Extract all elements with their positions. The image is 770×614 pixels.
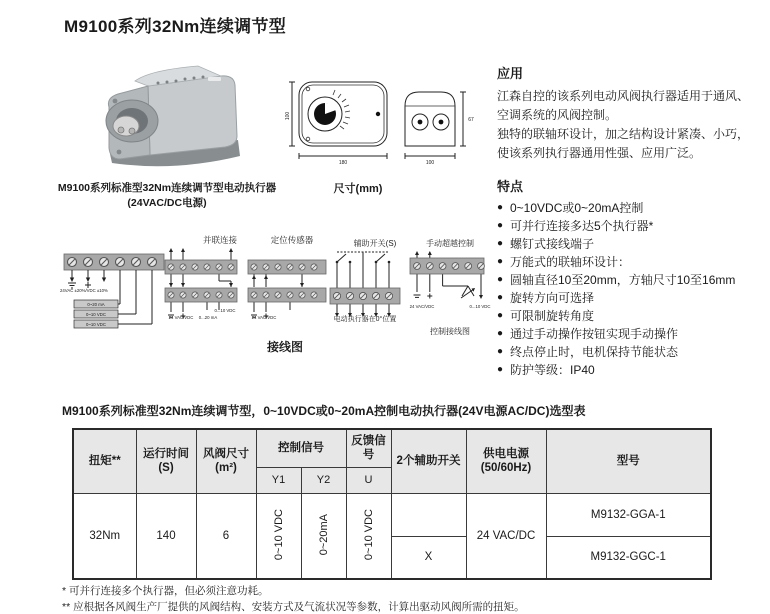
selection-table-title: M9100系列标准型32Nm连续调节型，0~10VDC或0~20mA控制电动执行器(24V电源AC/DC)选型表 xyxy=(62,404,586,418)
cell-aux-row1 xyxy=(391,493,466,536)
features-heading: 特点 xyxy=(497,179,524,194)
wiring-d1-box3-label: 0~10 VDC xyxy=(86,321,106,327)
cell-model-row2: M9132-GGC-1 xyxy=(546,536,711,579)
wiring-d2-sig2-label: 0...10 VDC xyxy=(214,308,236,313)
wiring-d1-box2-label: 0~10 VDC xyxy=(86,311,106,317)
feature-text: 防护等级：IP40 xyxy=(510,363,595,377)
cell-model-row1: M9132-GGA-1 xyxy=(546,493,711,536)
feature-text: 可并行连接多达5个执行器* xyxy=(510,219,654,233)
front-width-dim xyxy=(299,153,387,166)
cell-damper-size: 6 xyxy=(196,493,256,579)
bullet-icon xyxy=(497,235,510,253)
wiring-caption: 接线图 xyxy=(266,340,303,354)
dim-side-height: 67 xyxy=(468,117,474,123)
wiring-diagram-sensor xyxy=(246,244,328,344)
cell-y1: 0~10 VDC xyxy=(256,493,301,579)
bullet-icon xyxy=(497,271,510,289)
col-header-aux-switch: 2个辅助开关 xyxy=(391,429,466,493)
wiring-label-aux: 辅助开关(S) xyxy=(353,239,397,248)
bullet-icon xyxy=(497,361,510,379)
page-title: M9100系列32Nm连续调节型 xyxy=(64,17,287,36)
wiring-d2-sig1-label: 0...20 mA xyxy=(198,315,218,320)
wiring-d2-power-label: 24 VAC/VDC xyxy=(168,315,194,320)
wiring-label-manual: 手动超越控制 xyxy=(426,239,474,248)
feature-item xyxy=(497,271,749,289)
bullet-icon xyxy=(497,199,510,217)
feature-item xyxy=(497,325,749,343)
feature-item xyxy=(497,217,749,235)
feature-item xyxy=(497,343,749,361)
feature-item xyxy=(497,307,749,325)
footnote-1: * 可并行连接多个执行器，但必须注意功耗。 xyxy=(62,585,269,597)
feature-item xyxy=(497,361,749,379)
cell-y2: 0~20mA xyxy=(301,493,346,579)
cell-power: 24 VAC/DC xyxy=(466,493,546,579)
dimension-drawing xyxy=(285,76,475,172)
col-header-runtime: 运行时间 (S) xyxy=(136,429,196,493)
side-view xyxy=(405,92,455,146)
dim-front-height: 100 xyxy=(285,111,291,121)
dimensions-caption: 尺寸(mm) xyxy=(333,183,383,195)
bullet-icon xyxy=(497,343,510,361)
wiring-diagram-manual xyxy=(408,250,488,324)
subcol-u: U xyxy=(346,467,391,493)
feature-text: 螺钉式接线端子 xyxy=(510,237,595,251)
wiring-d1-box1-label: 0~20 mA xyxy=(87,301,105,307)
cell-u: 0~10 VDC xyxy=(346,493,391,579)
feature-item xyxy=(497,235,749,253)
feature-text: 可限制旋转角度 xyxy=(510,309,595,323)
wiring-label-control: 控制接线图 xyxy=(430,327,470,336)
col-header-damper-size: 风阀尺寸 (m²) xyxy=(196,429,256,493)
side-height-dim xyxy=(460,92,474,146)
front-height-dim xyxy=(285,82,295,146)
brand-label xyxy=(208,77,221,81)
right-column xyxy=(497,63,749,379)
feature-item xyxy=(497,253,749,271)
feature-item xyxy=(497,199,749,217)
application-para2: 独特的联轴环设计，加之结构设计紧凑、小巧，使该系列执行器通用性强、应用广泛。 xyxy=(497,127,750,160)
wiring-d3-power-label: 24 VAC/VDC xyxy=(251,315,277,320)
col-header-feedback-signal: 反馈信号 xyxy=(346,429,391,467)
dim-front-width: 180 xyxy=(338,160,348,166)
bullet-icon xyxy=(497,325,510,343)
application-heading: 应用 xyxy=(497,66,524,81)
application-para1: 江森自控的该系列电动风阀执行器适用于通风、空调系统的风阀控制。 xyxy=(497,89,750,122)
wiring-label-sensor: 定位传感器 xyxy=(270,235,314,245)
feature-text: 旋转方向可选择 xyxy=(510,291,595,305)
dim-side-width: 100 xyxy=(425,160,435,166)
col-header-torque: 扭矩** xyxy=(73,429,136,493)
side-width-dim xyxy=(405,153,455,166)
feature-text: 终点停止时，电机保持节能状态 xyxy=(510,345,679,359)
subcol-y2: Y2 xyxy=(301,467,346,493)
wiring-label-zero-position: 电动执行器在0°位置 xyxy=(333,316,397,323)
cell-aux-row2: X xyxy=(391,536,466,579)
wiring-d5-power-label: 24 VAC/VDC xyxy=(409,304,435,309)
feature-text: 通过手动操作按钮实现手动操作 xyxy=(510,327,679,341)
bullet-icon xyxy=(497,289,510,307)
col-header-model: 型号 xyxy=(546,429,711,493)
product-caption: M9100系列标准型32Nm连续调节型电动执行器(24VAC/DC电源) xyxy=(57,182,277,209)
wiring-d5-sig-label: 0...10 VDC xyxy=(469,304,491,309)
coupling-clamp xyxy=(113,116,139,136)
wiring-diagram-parallel xyxy=(163,244,239,344)
feature-text: 万能式的联轴环设计： xyxy=(510,255,631,269)
cell-runtime: 140 xyxy=(136,493,196,579)
feature-text: 0~10VDC或0~20mA控制 xyxy=(510,201,644,215)
feature-item xyxy=(497,289,749,307)
photo-body xyxy=(148,76,237,155)
subcol-y1: Y1 xyxy=(256,467,301,493)
wiring-d1-power-label: 24VAC ±20%/VDC ±10% xyxy=(60,288,108,293)
features-list xyxy=(497,199,749,379)
product-photo xyxy=(88,58,253,178)
selection-table xyxy=(72,428,712,580)
feature-text: 圆轴直径10至20mm，方轴尺寸10至16mm xyxy=(510,273,736,287)
bullet-icon xyxy=(497,307,510,325)
col-header-control-signal: 控制信号 xyxy=(256,429,346,467)
footnote-2: ** 应根据各风阀生产厂提供的风阀结构、安装方式及气流状况等参数，计算出驱动风阀所需的扭矩。 xyxy=(62,601,525,613)
wiring-label-parallel: 并联连接 xyxy=(202,235,237,245)
bullet-icon xyxy=(497,217,510,235)
bullet-icon xyxy=(497,253,510,271)
cell-torque: 32Nm xyxy=(73,493,136,579)
front-view-outline xyxy=(299,82,387,146)
wiring-section xyxy=(60,228,490,356)
col-header-power: 供电电源 (50/60Hz) xyxy=(466,429,546,493)
